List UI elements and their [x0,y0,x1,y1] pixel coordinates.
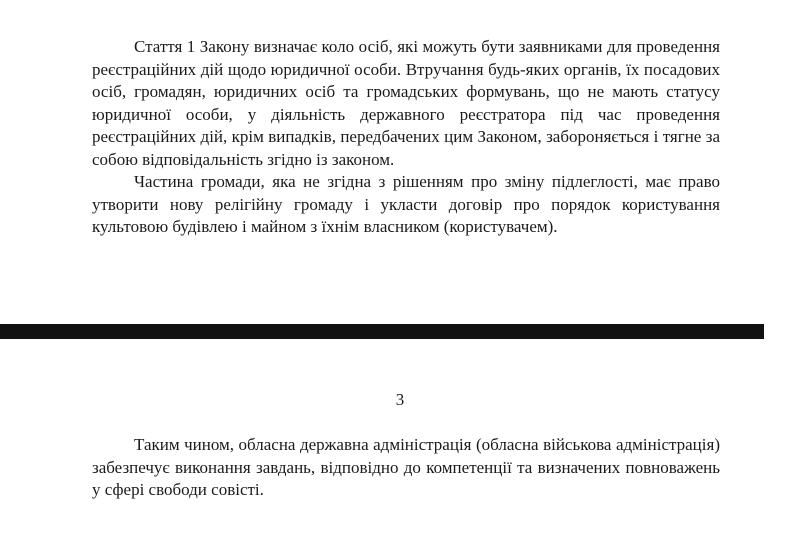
page-break-separator [0,324,764,339]
paragraph-community-part: Частина громади, яка не згідна з рішенням про зміну підлеглості, має право утворити нову релігійну громаду і укласти договір про порядок користування культовою будівлею і майном з їхнім власником (користувачем). [92,172,720,236]
bottom-text-block [92,434,720,502]
page-number: 3 [395,390,405,409]
top-text-block [92,36,720,239]
paragraph-article-1: Стаття 1 Закону визначає коло осіб, які можуть бути заявниками для проведення реєстраційних дій щодо юридичної особи. Втручання будь-яких органів, їх посадових осіб, громадян, юридичних осіб та громадських формувань, що не мають статусу юридичної особи, у діяльність державного реєстратора під час проведення реєстраційних дій, крім випадків, передбачених цим Законом, забороняється і тягне за собою відповідальність згідно із законом. [92,37,720,169]
paragraph-conclusion: Таким чином, обласна державна адміністрація (обласна військова адміністрація) забезпечує виконання завдань, відповідно до компетенції та визначених повноважень у сфері свободи совісті. [92,435,720,499]
